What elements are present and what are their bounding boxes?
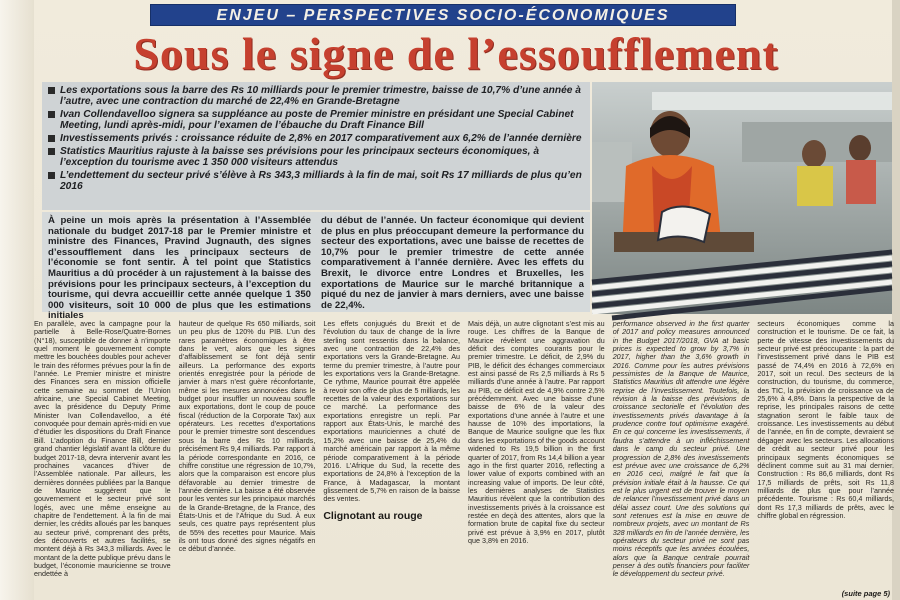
article-body [34,320,894,598]
bullet-item: Les exportations sous la barre des Rs 10 milliards pour le premier trimestre, baisse de 10,7% d’une année à l’autre, avec une contraction du marché de 22,4% en Grande-Bretagne [48,85,586,107]
bullet-item: Ivan Collendavelloo signera sa suppléance au poste de Premier ministre en présidant une Special Cabinet Meeting, lundi après-midi, pour l’examen de l’ébauche du Draft Finance Bill [48,109,586,131]
continuation-note: (suite page 5) [841,588,891,598]
headline: Sous le signe de l’essoufflement [133,28,779,79]
body-column-2: hauteur de quelque Rs 650 milliards, soit un peu plus de 120% du PIB. L’un des rares paramètres économiques à être dans le vert, alors que les signes d’affaiblissement se font déjà sentir ailleurs. La performance des exports orientés enregistrée pour la période de janvier à mars n’est guère réconfortante, même si les mesures annoncées dans le budget pour insuffler un nouveau souffle aux exportations, dont le coup de pouce fiscal (réduction de la Corporate Tax) aux opérateurs. Les recettes d’exportations pour le premier trimestre sont descendues sous la barre des Rs 10 milliards, précisément Rs 9,4 milliards. Par rapport à la période correspondante en 2016, ce chiffre constitue une régression de 10,7%, alors que la comparaison est encore plus défavorable au dernier trimestre de l’année dernière. La baisse a été observée pour les ventes sur les principaux marchés de la Grande-Bretagne, de la France, des États-Unis et de l’Afrique du Sud. À eux seuls, ces quatre pays représentent plus de 55% des recettes pour Maurice. Mais ils ont tous donné des signes négatifs en ce début d’année. [178,319,316,554]
body-column-4: Mais déjà, un autre clignotant s’est mis au rouge. Les chiffres de la Banque de Maurice révèlent une aggravation du déficit des comptes courants pour le premier trimestre. Le déficit, de 2,9% du PIB, le déficit des échanges commerciaux est ainsi passé de Rs 2,5 milliards à Rs 5 milliards d’une année à l’autre. Par rapport au PIB, ce déficit est de 4,9% contre 2,5% précédemment. Avec une baisse d’une baisse de 6% de la valeur des exportations d’une année à l’autre et une hausse de 10% des importations, la Banque de Maurice souligne que les flux dans les exportations of the goods account widened to Rs 19,5 billion in the first quarter of 2017, from Rs 14,4 billion a year ago in the first quarter 2016, reflecting a lower value of exports combined with an increasing value of imports. De leur côté, les dernières analyses de Statistics Mauritius révèlent que la contribution des investissements privés à la croissance est restée en deçà des attentes, alors que la formation brute de capital fixe du secteur privé est prévue à 3,9% en 2017, plutôt que 3,8% en 2016. [468,319,605,545]
body-column-3-text: Les effets conjugués du Brexit et de l’évolution du taux de change de la livre sterling sont ressentis dans la balance, avec une contraction de 22,4% des exportations vers la Grande-Bretagne. Au terme du premier trimestre, à l’autre pour les exportations vers la Grande-Bretagne. Ce rythme, Maurice pourrait être appelée à revoir son offre de plus de 5 milliards, les recettes de la valeur des exportations sur ce marché. La performance des exportations enregistre un repli. Par rapport aux États-Unis, le marché des exportations mauriciennes a chuté de 15,2% avec une baisse de 25,4% du marché américain par rapport à la même période comparativement à la période 2016. L’Afrique du Sud, la recette des exportations de 24,8% à l’exception de la France, à Madagascar, la montant glissement de 5,7% en raison de la baisse des ventes. [323,319,461,504]
page-fold-left [0,0,34,600]
bullet-square-icon [48,111,55,118]
bullet-square-icon [48,172,55,179]
subheading: Clignotant au rouge [323,509,423,522]
bullet-item: Investissements privés : croissance réduite de 2,8% en 2017 comparativement aux 6,2% de l’année dernière [48,133,586,144]
bullet-square-icon [48,148,55,155]
body-column-1: En parallèle, avec la campagne pour la partielle à Belle-Rose/Quatre-Bornes (N°18), susceptible de donner à n’importe quel moment le gouvernement compte mettre les bouchées doubles pour achever le train des réformes prévues pour la fin de l’année. Le Premier ministre et ministre des Finances sera en mission officielle cette semaine au sommet de l’Union africaine, une Special Cabinet Meeting, avec la présidence du Deputy Prime Minister Ivan Collendavelloo, a été convoquée pour demain après-midi en vue d’étudier les dispositions du Draft Finance Bill. L’adoption du Finance Bill, dernier grand chantier législatif avant la clôture du budget 2017-18, devra intervenir avant les prochaines vacances d’hiver de l’Assemblée nationale. Par ailleurs, les dernières données publiées par la Banque de Maurice suggèrent que le gouvernement et le secteur privé sont logés, avec une même enseigne au chapitre de l’endettement. À la fin de mai dernier, les crédits alloués par les banques au secteur privé, comprenant des prêts, des découverts et autres facilités, se montent déjà à Rs 343,3 milliards. Avec le montant de la dette publique prévu dans le budget, l’économie mauricienne se trouve endettée à [34,319,171,579]
section-rubric: ENJEU – PERSPECTIVES SOCIO-ÉCONOMIQUES [150,4,736,26]
intro-paragraph [42,212,590,322]
bullet-square-icon [48,87,55,94]
body-column-5: performance observed in the first quarter of 2017 and policy measures announced in the Budget 2017/2018, GVA at basic prices is expected to grow by 3,7% in 2017, higher than the 3,6% growth in 2016. Comme pour les autres prévisions pessimistes de la Banque de Maurice, Statistics Mauritius dit attendre une légère reprise de l’investissement. Toutefois, la révision à la baisse des prévisions de croissance sectorielle et l’évolution des investissements privés davantage à la prudence contre tout optimisme exagéré. En ce qui concerne les investissements, il faudra s’attendre à un infléchissement dans le camp du secteur privé. Une progression de 2,8% des investissements est prévue avec une croissance de 6,2% en 2016 ceci, malgré le fait que la prévision initiale était à la hausse. Ce qui est le plus urgent est de trouver le moyen de relancer l’investissement privé dans un délai assez court. Une des solutions qui sont retenues est la mise en œuvre de nombreux projets, avec un montant de Rs 328 milliards en fin de l’année dernière, les opérateurs du secteur privé ne sont pas moins réceptifs que les années écoulées, alors que la Banque centrale pourrait penser à des outils financiers pour faciliter le développement du secteur privé. [612,319,750,579]
body-column-6 [757,320,894,598]
bullet-item: L’endettement du secteur privé s’élève à Rs 343,3 milliards à la fin de mai, soit Rs 17 milliards de plus qu’en 2016 [48,170,586,192]
bullet-square-icon [48,135,55,142]
body-column-3 [323,320,460,598]
body-column-6-text: secteurs économiques comme la construction et le tourisme. De ce fait, la perte de vitesse des investissements du secteur privé est préoccupante : la part de l’investissement privé dans le PIB est passé de 74,4% en 2016 à 72,6% en 2017, soit un recul. Des secteurs de la construction, du tourisme, du commerce, des TIC, la prévision de croissance va de 25,6% à 4,8%. Dans la perspective de la reprise, les principales raisons de cette stagnation seront le faible taux de croissance. Les investissements au début de l’année, en fin de compte, devraient se dégager avec les secteurs. Les allocations de crédit au secteur privé pour les principaux segments économiques se déclinent comme suit au 31 mai dernier. Construction : Rs 86,6 milliards, dont Rs 17,5 milliards de prêts, soit Rs 11,8 milliards de plus que pour l’année précédente. Tourisme : Rs 60,4 milliards, dont Rs 17,3 milliards de prêts, avec le chiffre global en régression. [757,319,895,520]
photo-illustration [592,82,892,314]
intro-right: du début de l’année. Un facteur économique qui devient de plus en plus préoccupant demeure la performance du secteur des exportations, avec une baisse de recettes de 10,7% pour le premier trimestre de cette année comparativement à l’année dernière. Avec les effets du Brexit, le divorce entre Londres et Bruxelles, les exportations de Maurice sur le marché britannique a piqué du nez de janvier à mars derniers, avec une baisse de 22,4%. [321,215,584,311]
factory-worker-photo [592,82,892,314]
intro-left: À peine un mois après la présentation à l’Assemblée nationale du budget 2017-18 par le Premier ministre et ministre des Finances, Pravind Jugnauth, des signes d’essoufflement dans les principaux secteurs de l’économie se font sentir. À tel point que Statistics Mauritius a dû procéder à un rajustement à la baisse des prévisions pour les principaux secteurs, à l’exception du tourisme, qui devra accueillir cette année quelque 1 350 000 visiteurs, soit 10 000 de plus que les estimations initiales [48,215,311,322]
summary-bullets [42,82,590,210]
bullet-item: Statistics Mauritius rajuste à la baisse ses prévisions pour les principaux secteurs économiques, à l’exception du tourisme avec 1 350 000 visiteurs attendus [48,146,586,168]
